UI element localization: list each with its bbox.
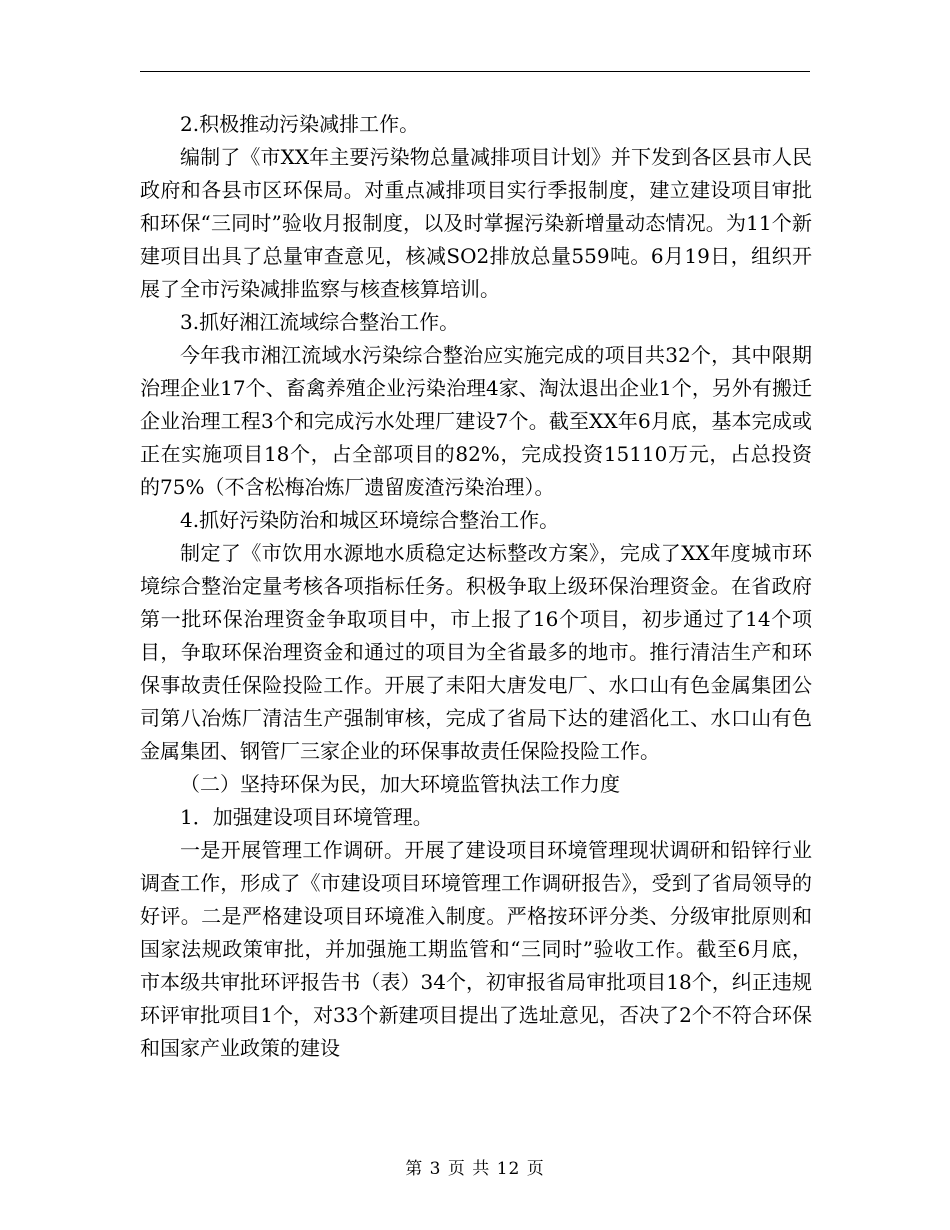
- body-paragraph: 编制了《市XX年主要污染物总量减排项目计划》并下发到各区县市人民政府和各县市区环保局。对重点减排项目实行季报制度，建立建设项目审批和环保“三同时”验收月报制度，以及时掌握污染新增量动态情况。为11个新建项目出具了总量审查意见，核减SO2排放总量559吨。6月19日，组织开展了全市污染减排监察与核查核算培训。: [140, 145, 812, 301]
- page-footer: [0, 1154, 950, 1179]
- subsection-heading: 2.积极推动污染减排工作。: [180, 112, 420, 136]
- body-paragraph: 制定了《市饮用水源地水质稳定达标整改方案》，完成了XX年度城市环境综合整治定量考核各项指标任务。积极争取上级环保治理资金。在省政府第一批环保治理资金争取项目中，市上报了16个项目，初步通过了14个项目，争取环保治理资金和通过的项目为全省最多的地市。推行清洁生产和环保事故责任保险投险工作。开展了耒阳大唐发电厂、水口山有色金属集团公司第八冶炼厂清洁生产强制审核，完成了省局下达的建滔化工、水口山有色金属集团、钢管厂三家企业的环保事故责任保险投险工作。: [140, 541, 812, 763]
- body-paragraph: 一是开展管理工作调研。开展了建设项目环境管理现状调研和铅锌行业调查工作，形成了《市建设项目环境管理工作调研报告》，受到了省局领导的好评。二是严格建设项目环境准入制度。严格按环评分类、分级审批原则和国家法规政策审批，并加强施工期监管和“三同时”验收工作。截至6月底，市本级共审批环评报告书（表）34个，初审报省局审批项目18个，纠正违规环评审批项目1个，对33个新建项目提出了选址意见，否决了2个不符合环保和国家产业政策的建设: [140, 838, 812, 1060]
- footer-suffix: 页: [526, 1159, 545, 1179]
- subsection-heading: 4.抓好污染防治和城区环境综合整治工作。: [180, 508, 560, 532]
- header-rule: [140, 71, 810, 72]
- footer-middle: 页 共: [447, 1159, 491, 1179]
- subsection-heading: 3.抓好湘江流域综合整治工作。: [180, 310, 460, 334]
- footer-page-number: 3: [429, 1159, 442, 1179]
- section-heading: （二）坚持环保为民，加大环境监管执法工作力度: [180, 772, 620, 796]
- body-paragraph: 今年我市湘江流域水污染综合整治应实施完成的项目共32个，其中限期治理企业17个、畜禽养殖企业污染治理4家、淘汰退出企业1个，另外有搬迁企业治理工程3个和完成污水处理厂建设7个。截至XX年6月底，基本完成或正在实施项目18个，占全部项目的82%，完成投资15110万元，占总投资的75%（不含松梅冶炼厂遗留废渣污染治理）。: [140, 343, 812, 499]
- document-body: [140, 108, 812, 1065]
- footer-prefix: 第: [405, 1159, 424, 1179]
- footer-total-pages: 12: [496, 1159, 521, 1179]
- subsection-heading: 1．加强建设项目环境管理。: [180, 805, 433, 829]
